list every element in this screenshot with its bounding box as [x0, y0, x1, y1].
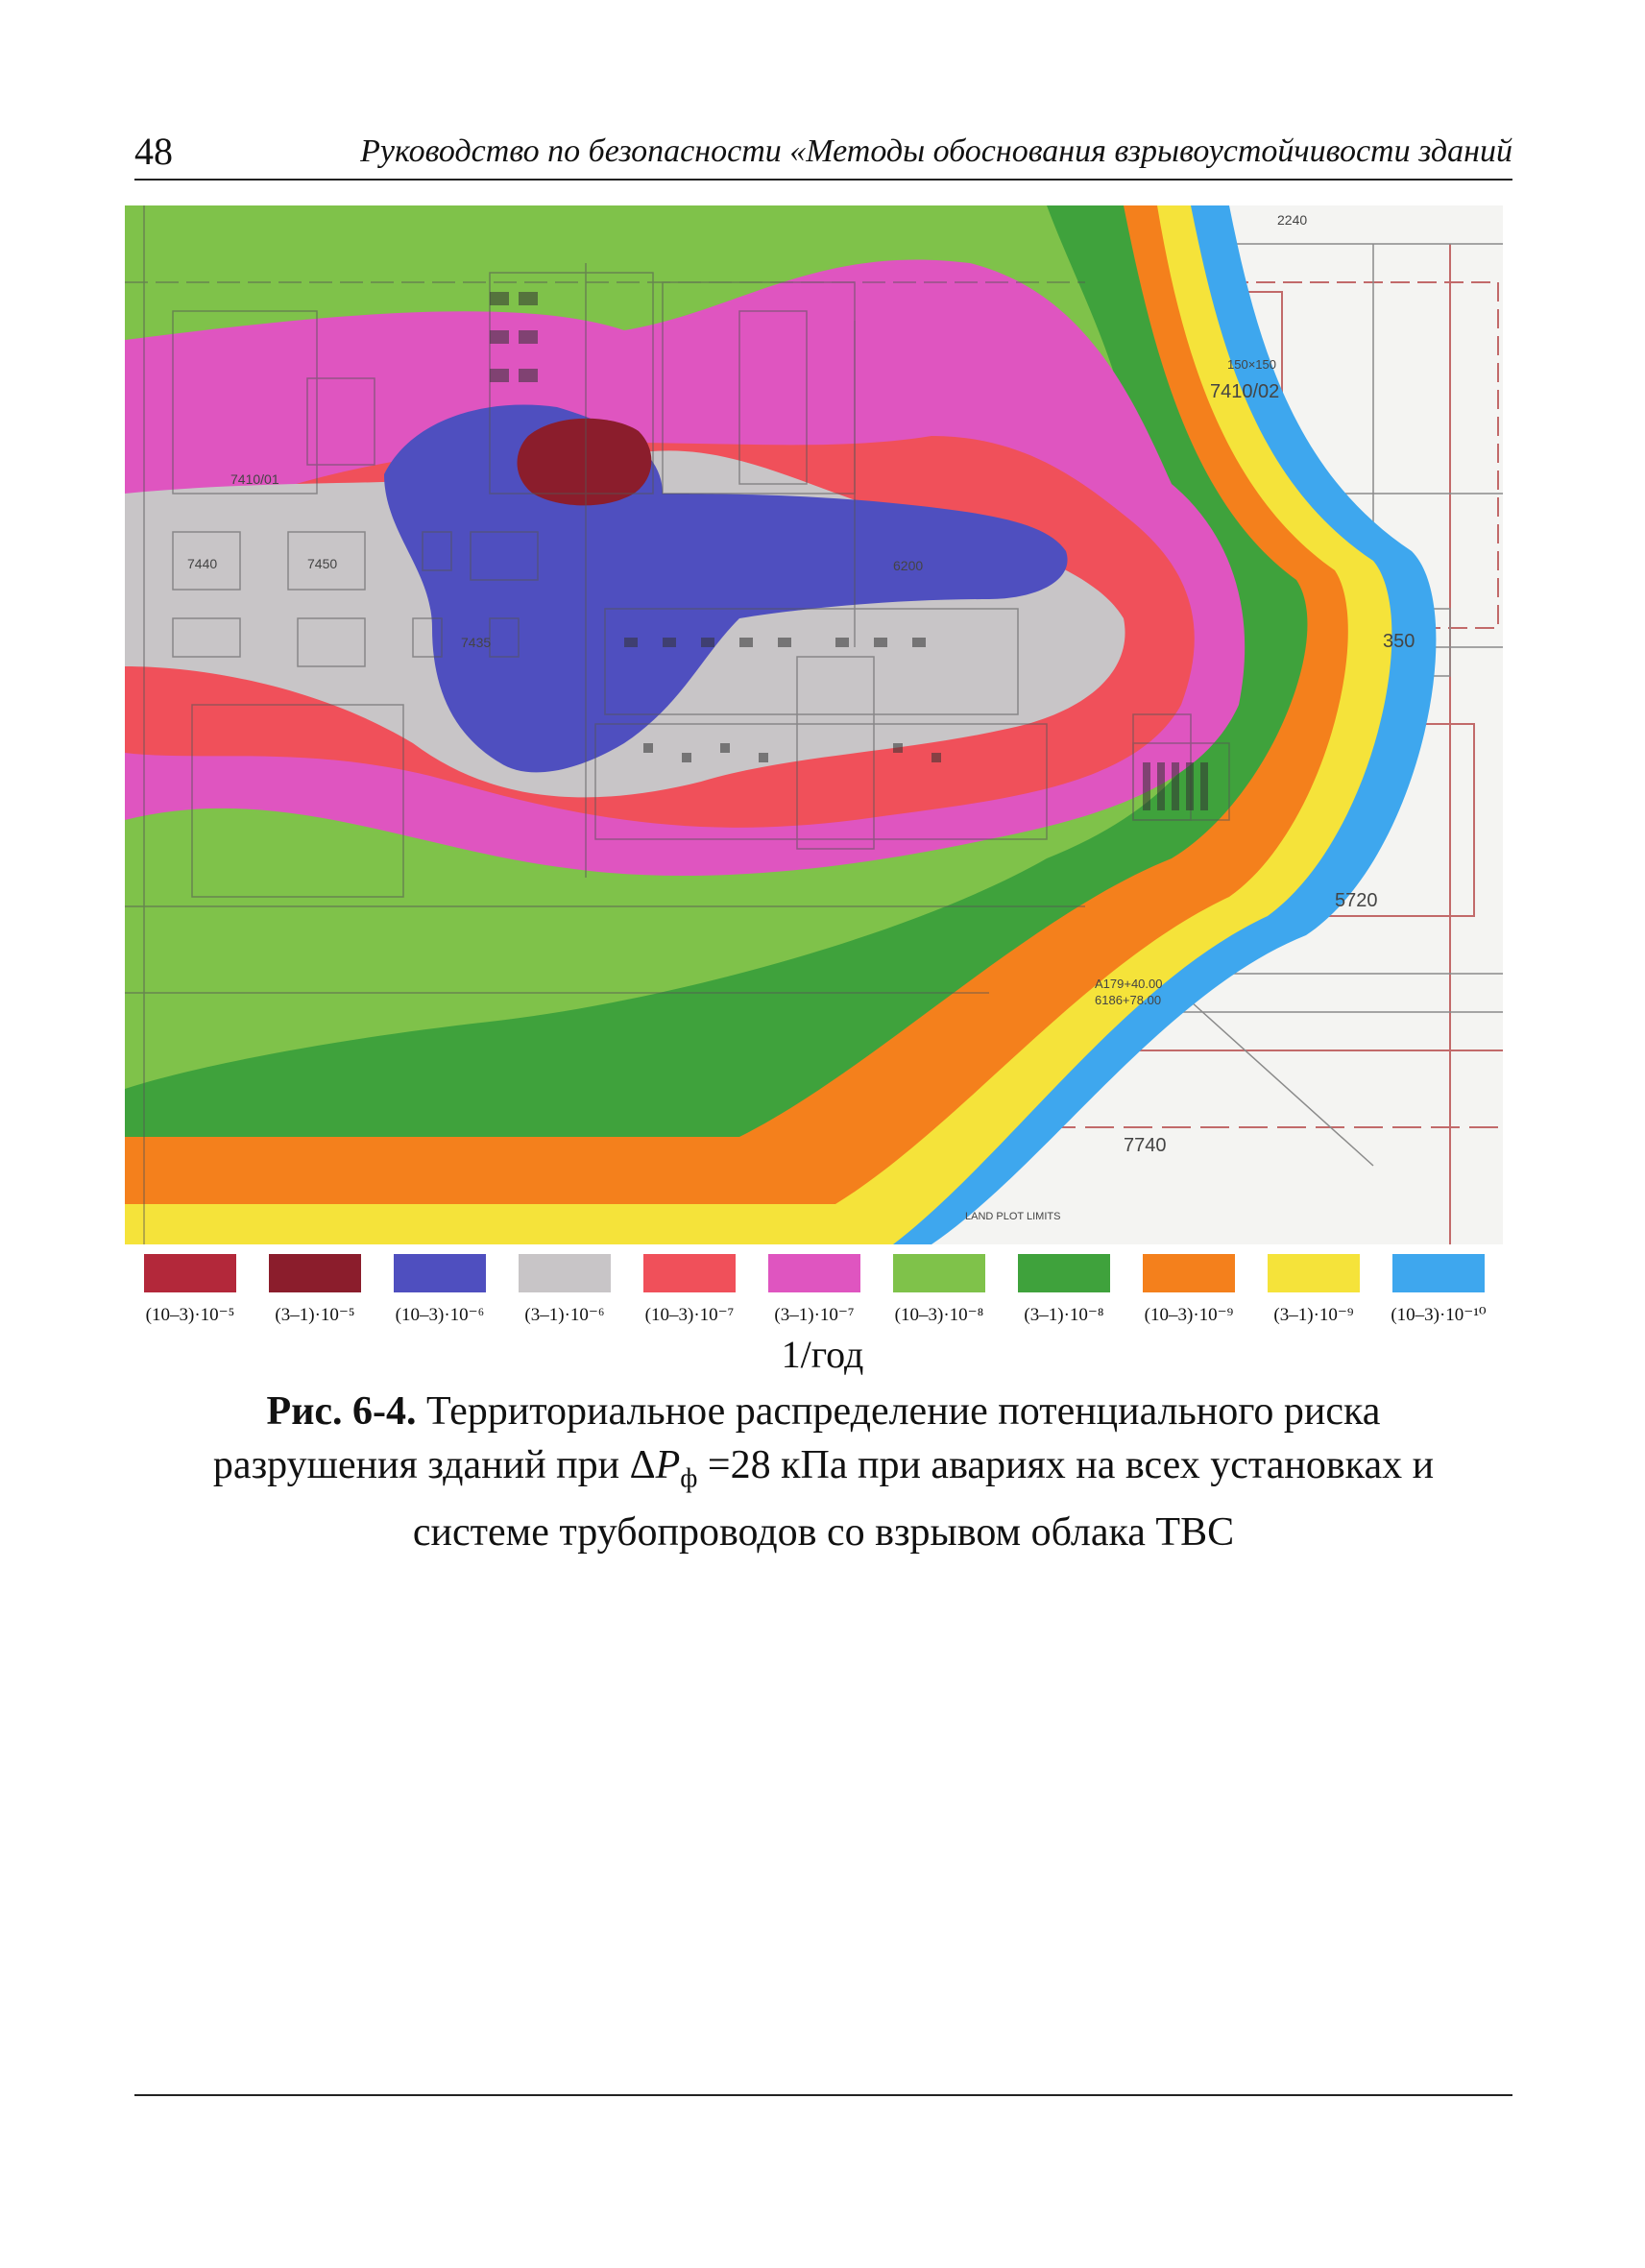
legend-label-10: (10–3)·10⁻¹⁰ — [1391, 1305, 1487, 1325]
legend-swatch-10 — [1392, 1254, 1485, 1292]
figure-caption — [134, 1385, 1512, 1559]
legend-swatch-3 — [519, 1254, 611, 1292]
risk-legend — [125, 1254, 1503, 1325]
caption-line2-a: разрушения зданий при Δ — [212, 1443, 656, 1487]
legend-label-7: (3–1)·10⁻⁸ — [1024, 1305, 1104, 1325]
legend-label-4: (10–3)·10⁻⁷ — [644, 1305, 735, 1325]
legend-swatch-4 — [643, 1254, 736, 1292]
map-label-coord-2: 6186+78.00 — [1095, 993, 1162, 1007]
risk-contour-map — [125, 205, 1503, 1244]
map-label-350: 350 — [1383, 631, 1415, 652]
legend-label-6: (10–3)·10⁻⁸ — [894, 1305, 984, 1325]
map-label-7435: 7435 — [461, 635, 492, 650]
legend-label-8: (10–3)·10⁻⁹ — [1144, 1305, 1234, 1325]
caption-line-3: системе трубопроводов со взрывом облака ТВС — [412, 1510, 1235, 1556]
legend-label-3: (3–1)·10⁻⁶ — [524, 1305, 605, 1325]
caption-prefix: Рис. 6-4. — [266, 1389, 417, 1434]
map-label-land-plot: LAND PLOT LIMITS — [965, 1211, 1061, 1222]
caption-line1-text: Территориальное распределение потенциального риска — [426, 1389, 1381, 1434]
legend-swatch-1 — [269, 1254, 361, 1292]
map-label-coord-1: A179+40.00 — [1095, 977, 1163, 991]
page-number: 48 — [134, 130, 173, 173]
legend-label-1: (3–1)·10⁻⁵ — [275, 1305, 355, 1325]
map-label-7740: 7740 — [1124, 1135, 1167, 1156]
legend-swatch-9 — [1268, 1254, 1360, 1292]
map-label-7410-02: 7410/02 — [1210, 381, 1280, 402]
legend-unit-label: 1/год — [781, 1333, 864, 1376]
caption-line2-sub: ф — [680, 1463, 698, 1494]
footer-rule — [134, 2094, 1512, 2096]
map-label-7450: 7450 — [307, 556, 338, 571]
caption-line-2 — [134, 1438, 1512, 1506]
map-label-5720: 5720 — [1335, 890, 1378, 911]
map-label-6200: 6200 — [893, 558, 924, 573]
caption-line2-p: P — [655, 1443, 681, 1487]
page-header — [134, 127, 1512, 177]
legend-label-9: (3–1)·10⁻⁹ — [1273, 1305, 1354, 1325]
map-label-top-dim: 2240 — [1277, 212, 1308, 228]
legend-swatch-5 — [768, 1254, 860, 1292]
map-label-150x150: 150×150 — [1227, 357, 1276, 372]
header-rule — [134, 179, 1512, 181]
legend-label-5: (3–1)·10⁻⁷ — [774, 1305, 855, 1325]
map-label-7440: 7440 — [187, 556, 218, 571]
legend-swatch-6 — [893, 1254, 985, 1292]
caption-line2-b: =28 кПа при авариях на всех установках и — [707, 1443, 1435, 1487]
legend-swatch-7 — [1018, 1254, 1110, 1292]
legend-swatch-8 — [1143, 1254, 1235, 1292]
legend-swatch-0 — [144, 1254, 236, 1292]
risk-map-figure — [125, 205, 1503, 1244]
contour-3-1e-5 — [518, 419, 652, 506]
map-label-7410-01: 7410/01 — [230, 471, 279, 487]
legend-label-2: (10–3)·10⁻⁶ — [395, 1305, 485, 1325]
running-title: Руководство по безопасности «Методы обоснования взрывоустойчивости зданий — [360, 133, 1512, 169]
legend-swatch-2 — [394, 1254, 486, 1292]
legend-label-0: (10–3)·10⁻⁵ — [145, 1305, 235, 1325]
caption-line-1 — [134, 1385, 1512, 1438]
